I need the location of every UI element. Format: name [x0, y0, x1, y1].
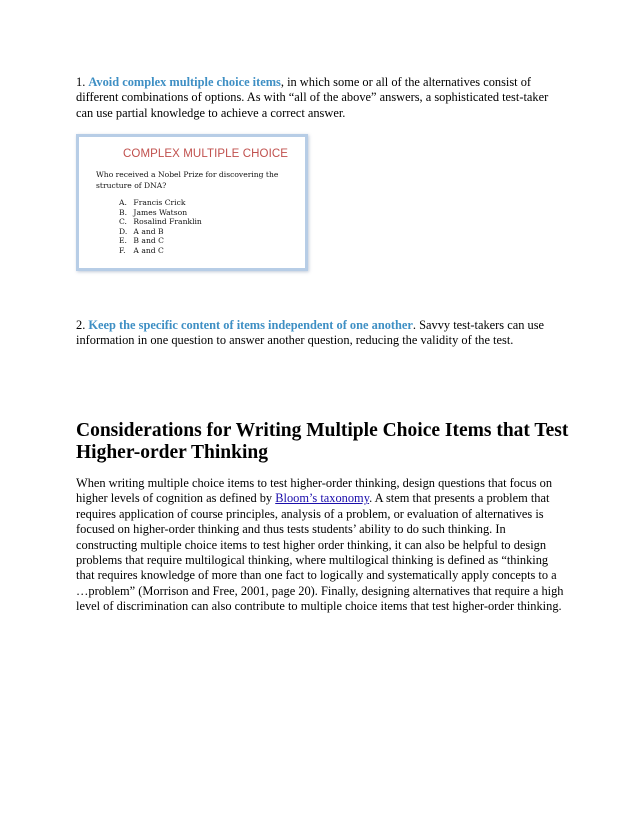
section-body-before-link: When writing multiple choice items to test higher-order thinking, design questions that focus on higher levels of cognition as defined by — [76, 476, 553, 506]
figure-title: COMPLEX MULTIPLE CHOICE — [123, 148, 289, 160]
option-text: A and B — [133, 226, 164, 236]
section-body — [76, 476, 566, 615]
option-text: Rosalind Franklin — [133, 217, 202, 227]
complex-multiple-choice-figure — [76, 134, 308, 271]
option-text: James Watson — [133, 207, 188, 217]
section-heading: Considerations for Writing Multiple Choice Items that Test Higher-order Thinking — [76, 420, 569, 463]
figure-option — [119, 198, 202, 208]
item-2-paragraph — [76, 318, 566, 349]
section-body-after-link: . A stem that presents a problem that requires application of course principles, analysis of a problem, or evaluation of alternatives is focused on higher-order thinking and thus tests students’ ability to do such thinking. In constructing multiple choice items to test higher order thinking, it can also be helpful to design problems that require multilogical thinking, where multilogical thinking is defined as “thinking that requires knowledge of more than one fact to logically and systematically apply concepts to a …problem” (Morrison and Free, 2001, page 20). Finally, designing alternatives that require a high level of discrimination can also contribute to multiple choice items that test higher-order thinking. — [76, 491, 564, 614]
item-1-highlight: Avoid complex multiple choice items — [88, 75, 281, 89]
option-letter: D. — [119, 226, 128, 236]
item-2-highlight: Keep the specific content of items independent of one another — [88, 318, 413, 332]
figure-option — [119, 217, 202, 227]
figure-option — [119, 246, 202, 256]
figure-option — [119, 236, 202, 246]
figure-question: Who received a Nobel Prize for discovering the structure of DNA? — [96, 170, 279, 190]
blooms-taxonomy-link[interactable]: Bloom’s taxonomy — [275, 491, 370, 506]
option-text: A and C — [133, 245, 164, 255]
option-text: B and C — [133, 236, 164, 246]
item-1-text: , in which some or all of the alternatives consist of different combinations of options. As with “all of the above” answers, a sophisticated test-taker can use partial knowledge to achieve a correct answer. — [76, 75, 549, 120]
option-letter: C. — [119, 217, 127, 227]
figure-options-list — [119, 198, 202, 256]
item-2-number: 2. — [76, 318, 89, 332]
figure-option — [119, 227, 202, 237]
option-letter: E. — [119, 236, 127, 246]
option-letter: A. — [119, 198, 127, 207]
item-1-number: 1. — [76, 75, 89, 89]
option-letter: B. — [119, 207, 127, 217]
item-1-paragraph — [76, 75, 566, 121]
item-2-text: . Savvy test-takers can use information in one question to answer another question, reducing the validity of the test. — [76, 318, 545, 348]
option-text: Francis Crick — [133, 198, 186, 207]
figure-option — [119, 208, 202, 218]
option-letter: F. — [119, 245, 126, 255]
